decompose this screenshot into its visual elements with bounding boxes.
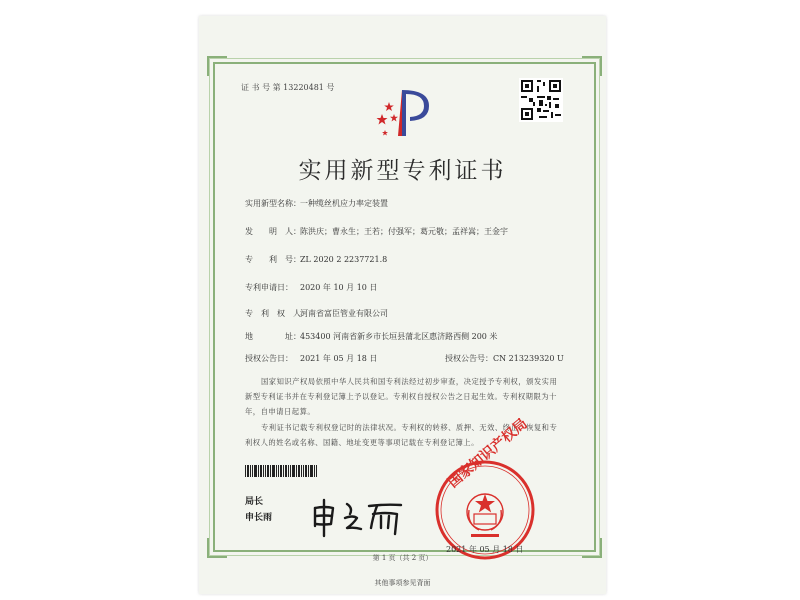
field-label: 授权公告日： (245, 354, 293, 363)
field-label: 地 址： (245, 332, 301, 341)
field-label: 专 利 权 人： (245, 309, 309, 318)
field-value: 一种缆丝机应力率定装置 (300, 199, 388, 208)
svg-text:国家知识产权局: 国家知识产权局 (445, 415, 531, 492)
field-value: 陈洪庆；曹永生；王若；付强军；葛元敬；孟祥嵩；王金宇 (300, 227, 508, 236)
field-inventors (245, 226, 508, 237)
border-corner (207, 56, 227, 76)
field-value: 2020 年 10 月 10 日 (300, 283, 378, 292)
field-grant-date (245, 353, 377, 364)
legal-status-paragraph: 专利证书记载专利权登记时的法律状况。专利权的转移、质押、无效、终止、恢复和专利权人的姓名或名称、国籍、地址变更等事项记载在专利登记簿上。 (245, 423, 558, 447)
border-corner (582, 56, 602, 76)
field-label: 专 利 号： (245, 255, 301, 264)
field-application-date (245, 282, 377, 293)
cnipa-logo-icon (372, 80, 432, 140)
director-title: 局长 (245, 497, 264, 507)
certificate-title: 实用新型专利证书 (298, 158, 507, 184)
field-grant-number (445, 353, 564, 364)
field-value: ZL 2020 2 2237721.8 (300, 255, 388, 264)
director-name: 申长雨 (245, 513, 273, 523)
footer-note: 其他事项参见背面 (374, 579, 431, 587)
field-label: 授权公告号： (445, 354, 493, 363)
certificate-number: 证 书 号 第 13220481 号 (241, 83, 335, 92)
field-utility-model-name (245, 198, 388, 209)
field-label: 专利申请日： (245, 283, 293, 292)
barcode-icon (245, 465, 317, 477)
field-value: 453400 河南省新乡市长垣县蒲北区惠济路西侧 200 米 (300, 332, 498, 341)
field-value: 河南省富臣管业有限公司 (300, 309, 388, 318)
field-address (245, 331, 497, 342)
page-number: 第 1 页（共 2 页） (372, 554, 433, 562)
qr-code-icon (519, 78, 563, 122)
seal-date: 2021 年 05 月 18 日 (446, 545, 524, 554)
field-value: CN 213239320 U (493, 354, 564, 363)
field-label: 发 明 人： (245, 227, 301, 236)
handwritten-signature (309, 494, 409, 538)
field-patent-number (245, 254, 387, 265)
grant-paragraph: 国家知识产权局依照中华人民共和国专利法经过初步审查，决定授予专利权，颁发实用新型专利证书并在专利登记簿上予以登记。专利权自授权公告之日起生效。专利权期限为十年，自申请日起算。 (245, 377, 558, 416)
field-patentee (245, 308, 388, 319)
field-label: 实用新型名称： (245, 199, 301, 208)
certificate-page (199, 16, 606, 594)
field-value: 2021 年 05 月 18 日 (300, 354, 378, 363)
